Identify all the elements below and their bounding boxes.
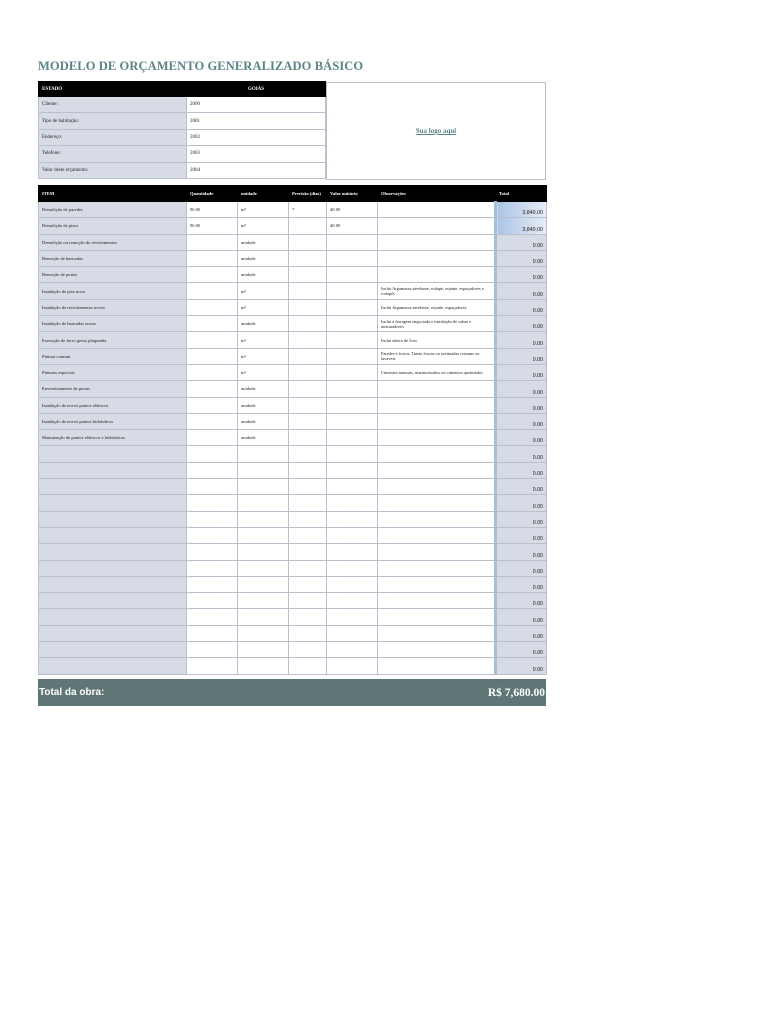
item-cell[interactable]: [39, 576, 187, 592]
days-cell[interactable]: [289, 234, 327, 250]
client-info-table: [38, 81, 326, 179]
unit-cell[interactable]: [238, 495, 289, 511]
column-header-days: Previsão (dias): [289, 186, 327, 202]
days-cell[interactable]: [289, 642, 327, 658]
days-cell[interactable]: 7: [289, 202, 327, 218]
unit-price-cell[interactable]: [327, 593, 378, 609]
item-cell[interactable]: Remoção de portas: [39, 267, 187, 283]
unit-cell[interactable]: unidade: [238, 250, 289, 266]
quantity-cell[interactable]: [187, 642, 238, 658]
info-label: Valor deste orçamento:: [39, 162, 187, 178]
total-cell: 0.00: [496, 576, 547, 592]
table-row: [39, 576, 547, 592]
days-cell[interactable]: [289, 495, 327, 511]
notes-cell[interactable]: [378, 560, 496, 576]
notes-cell[interactable]: [378, 576, 496, 592]
total-cell: 0.00: [496, 479, 547, 495]
logo-placeholder: [326, 82, 546, 180]
unit-price-cell[interactable]: [327, 642, 378, 658]
unit-price-cell[interactable]: [327, 348, 378, 364]
notes-cell[interactable]: [378, 446, 496, 462]
notes-cell[interactable]: [378, 593, 496, 609]
table-row: [39, 544, 547, 560]
days-cell[interactable]: [289, 250, 327, 266]
unit-cell[interactable]: unidade: [238, 430, 289, 446]
quantity-cell[interactable]: [187, 576, 238, 592]
unit-price-cell[interactable]: [327, 511, 378, 527]
days-cell[interactable]: [289, 446, 327, 462]
quantity-cell[interactable]: 96.00: [187, 202, 238, 218]
days-cell[interactable]: [289, 511, 327, 527]
info-row-address: [39, 129, 326, 145]
item-cell[interactable]: [39, 462, 187, 478]
total-cell: 0.00: [496, 446, 547, 462]
unit-price-cell[interactable]: [327, 283, 378, 299]
item-cell[interactable]: Instalação de novos pontos elétricos: [39, 397, 187, 413]
total-cell: 0.00: [496, 348, 547, 364]
info-label: Tipo de habitação:: [39, 113, 187, 129]
quantity-cell[interactable]: [187, 527, 238, 543]
grand-total-value: R$ 7,680.00: [487, 686, 545, 699]
total-cell: 3,840.00: [496, 218, 547, 234]
notes-cell[interactable]: [378, 413, 496, 429]
unit-cell[interactable]: unidade: [238, 413, 289, 429]
days-cell[interactable]: [289, 625, 327, 641]
notes-cell[interactable]: [378, 267, 496, 283]
notes-cell[interactable]: [378, 462, 496, 478]
item-cell[interactable]: Demolição ou remoção de revestimentos: [39, 234, 187, 250]
info-header-value[interactable]: GOIÁS: [187, 82, 326, 97]
total-cell: 0.00: [496, 560, 547, 576]
quantity-cell[interactable]: [187, 658, 238, 674]
column-header-unit: unidade: [238, 186, 289, 202]
quantity-cell[interactable]: [187, 495, 238, 511]
unit-price-cell[interactable]: [327, 430, 378, 446]
unit-cell[interactable]: [238, 625, 289, 641]
unit-cell[interactable]: m²: [238, 218, 289, 234]
notes-cell[interactable]: [378, 625, 496, 641]
info-row-housing-type: [39, 113, 326, 129]
days-cell[interactable]: [289, 560, 327, 576]
table-row: [39, 413, 547, 429]
days-cell[interactable]: [289, 413, 327, 429]
notes-cell[interactable]: [378, 234, 496, 250]
item-cell[interactable]: [39, 642, 187, 658]
days-cell[interactable]: [289, 267, 327, 283]
days-cell[interactable]: [289, 283, 327, 299]
address-field[interactable]: 2002: [187, 129, 326, 145]
quantity-cell[interactable]: [187, 446, 238, 462]
notes-cell[interactable]: Inclui a ferragem negociada e instalação de cubas e misturadores: [378, 316, 496, 332]
unit-price-cell[interactable]: [327, 316, 378, 332]
item-cell[interactable]: Envernizamento de portas: [39, 381, 187, 397]
info-row-budget-value: [39, 162, 326, 178]
unit-price-cell[interactable]: [327, 625, 378, 641]
quantity-cell[interactable]: [187, 283, 238, 299]
item-cell[interactable]: [39, 625, 187, 641]
unit-price-cell[interactable]: [327, 576, 378, 592]
item-cell[interactable]: Instalação de bancadas novas: [39, 316, 187, 332]
unit-price-cell[interactable]: [327, 527, 378, 543]
item-cell[interactable]: [39, 446, 187, 462]
unit-price-cell[interactable]: [327, 250, 378, 266]
unit-cell[interactable]: unidade: [238, 381, 289, 397]
table-row: [39, 609, 547, 625]
info-row-phone: [39, 146, 326, 162]
unit-price-cell[interactable]: [327, 544, 378, 560]
table-row: [39, 267, 547, 283]
total-cell: 0.00: [496, 430, 547, 446]
unit-cell[interactable]: [238, 593, 289, 609]
quantity-cell[interactable]: [187, 299, 238, 315]
item-cell[interactable]: Demolição de pisos: [39, 218, 187, 234]
quantity-cell[interactable]: [187, 462, 238, 478]
quantity-cell[interactable]: [187, 479, 238, 495]
days-cell[interactable]: [289, 332, 327, 348]
unit-price-cell[interactable]: 40.00: [327, 202, 378, 218]
item-cell[interactable]: Instalação de piso novo: [39, 283, 187, 299]
info-row-client: [39, 97, 326, 113]
quantity-cell[interactable]: [187, 430, 238, 446]
logo-link[interactable]: Sua logo aqui: [415, 127, 457, 135]
table-row: [39, 299, 547, 315]
unit-price-cell[interactable]: [327, 495, 378, 511]
days-cell[interactable]: [289, 658, 327, 674]
item-cell[interactable]: [39, 593, 187, 609]
unit-cell[interactable]: [238, 642, 289, 658]
days-cell[interactable]: [289, 576, 327, 592]
quantity-cell[interactable]: 96.00: [187, 218, 238, 234]
unit-cell[interactable]: [238, 658, 289, 674]
unit-price-cell[interactable]: [327, 332, 378, 348]
table-row: [39, 234, 547, 250]
total-cell: 0.00: [496, 495, 547, 511]
info-label: Endereço:: [39, 129, 187, 145]
total-cell: 0.00: [496, 381, 547, 397]
unit-cell[interactable]: [238, 560, 289, 576]
quantity-cell[interactable]: [187, 348, 238, 364]
days-cell[interactable]: [289, 397, 327, 413]
quantity-cell[interactable]: [187, 316, 238, 332]
notes-cell[interactable]: [378, 658, 496, 674]
unit-price-cell[interactable]: [327, 234, 378, 250]
unit-price-cell[interactable]: [327, 658, 378, 674]
unit-cell[interactable]: unidade: [238, 234, 289, 250]
quantity-cell[interactable]: [187, 381, 238, 397]
item-cell[interactable]: [39, 658, 187, 674]
column-header-total: Total: [496, 186, 547, 202]
table-row: [39, 202, 547, 218]
table-row: [39, 625, 547, 641]
total-cell: 0.00: [496, 462, 547, 478]
quantity-cell[interactable]: [187, 560, 238, 576]
unit-cell[interactable]: [238, 576, 289, 592]
total-cell: 0.00: [496, 250, 547, 266]
unit-price-cell[interactable]: [327, 560, 378, 576]
unit-cell[interactable]: [238, 527, 289, 543]
quantity-cell[interactable]: [187, 511, 238, 527]
unit-cell[interactable]: unidade: [238, 397, 289, 413]
unit-price-cell[interactable]: [327, 479, 378, 495]
unit-cell[interactable]: [238, 609, 289, 625]
quantity-cell[interactable]: [187, 625, 238, 641]
unit-cell[interactable]: m²: [238, 348, 289, 364]
item-cell[interactable]: Pintura comum: [39, 348, 187, 364]
item-cell[interactable]: [39, 560, 187, 576]
notes-cell[interactable]: Paredes e forros. Tintas foscas ou acetinadas comuns ou lavaveis: [378, 348, 496, 364]
total-cell: 0.00: [496, 625, 547, 641]
budget-value-field[interactable]: 2004: [187, 162, 326, 178]
item-cell[interactable]: Execução de forro gesso plaquinha: [39, 332, 187, 348]
total-cell: 0.00: [496, 316, 547, 332]
page-title: MODELO DE ORÇAMENTO GENERALIZADO BÁSICO: [38, 59, 364, 73]
notes-cell[interactable]: [378, 430, 496, 446]
unit-cell[interactable]: [238, 446, 289, 462]
total-cell: 0.00: [496, 332, 547, 348]
quantity-cell[interactable]: [187, 593, 238, 609]
days-cell[interactable]: [289, 316, 327, 332]
info-label: Cliente:: [39, 97, 187, 113]
total-cell: 0.00: [496, 593, 547, 609]
total-cell: 0.00: [496, 234, 547, 250]
quantity-cell[interactable]: [187, 267, 238, 283]
notes-cell[interactable]: Inclui Argamassa nivelante, rejunte, espaçadores: [378, 299, 496, 315]
quantity-cell[interactable]: [187, 609, 238, 625]
column-header-quantity: Quantidade: [187, 186, 238, 202]
table-row: [39, 218, 547, 234]
table-row: [39, 348, 547, 364]
unit-price-cell[interactable]: [327, 413, 378, 429]
days-cell[interactable]: [289, 479, 327, 495]
table-row: [39, 527, 547, 543]
days-cell[interactable]: [289, 218, 327, 234]
total-cell: 0.00: [496, 364, 547, 380]
notes-cell[interactable]: [378, 202, 496, 218]
unit-price-cell[interactable]: 40.00: [327, 218, 378, 234]
table-header-row: [39, 186, 547, 202]
unit-cell[interactable]: m²: [238, 283, 289, 299]
unit-cell[interactable]: [238, 511, 289, 527]
unit-price-cell[interactable]: [327, 299, 378, 315]
table-row: [39, 430, 547, 446]
total-cell: 3,840.00: [496, 202, 547, 218]
quantity-cell[interactable]: [187, 397, 238, 413]
phone-field[interactable]: 2003: [187, 146, 326, 162]
quantity-cell[interactable]: [187, 364, 238, 380]
unit-price-cell[interactable]: [327, 462, 378, 478]
notes-cell[interactable]: [378, 381, 496, 397]
total-cell: 0.00: [496, 413, 547, 429]
table-row: [39, 381, 547, 397]
unit-cell[interactable]: unidade: [238, 267, 289, 283]
table-row: [39, 316, 547, 332]
days-cell[interactable]: [289, 527, 327, 543]
info-header-label: ESTADO: [39, 82, 187, 97]
grand-total-bar: [38, 679, 546, 706]
unit-cell[interactable]: m²: [238, 299, 289, 315]
notes-cell[interactable]: Inclui Argamassa nivelante, rodapé, rejunte, espaçadores e rodapés: [378, 283, 496, 299]
total-cell: 0.00: [496, 397, 547, 413]
table-row: [39, 479, 547, 495]
unit-cell[interactable]: [238, 462, 289, 478]
item-cell[interactable]: Pinturas especiais: [39, 364, 187, 380]
item-cell[interactable]: [39, 511, 187, 527]
quantity-cell[interactable]: [187, 413, 238, 429]
table-row: [39, 332, 547, 348]
days-cell[interactable]: [289, 381, 327, 397]
notes-cell[interactable]: [378, 397, 496, 413]
unit-price-cell[interactable]: [327, 397, 378, 413]
notes-cell[interactable]: [378, 218, 496, 234]
unit-cell[interactable]: [238, 479, 289, 495]
table-row: [39, 511, 547, 527]
unit-price-cell[interactable]: [327, 364, 378, 380]
days-cell[interactable]: [289, 348, 327, 364]
days-cell[interactable]: [289, 364, 327, 380]
total-cell: 0.00: [496, 283, 547, 299]
grand-total-label: Total da obra:: [39, 687, 105, 698]
unit-cell[interactable]: m²: [238, 364, 289, 380]
table-row: [39, 397, 547, 413]
item-cell[interactable]: [39, 479, 187, 495]
unit-cell[interactable]: [238, 544, 289, 560]
table-row: [39, 560, 547, 576]
table-row: [39, 462, 547, 478]
item-cell[interactable]: Instalação de novos pontos hidráulicos: [39, 413, 187, 429]
column-header-notes: Observações: [378, 186, 496, 202]
total-cell: 0.00: [496, 511, 547, 527]
table-row: [39, 495, 547, 511]
days-cell[interactable]: [289, 544, 327, 560]
table-row: [39, 642, 547, 658]
table-row: [39, 658, 547, 674]
table-row: [39, 250, 547, 266]
days-cell[interactable]: [289, 609, 327, 625]
unit-cell[interactable]: m²: [238, 332, 289, 348]
notes-cell[interactable]: [378, 250, 496, 266]
days-cell[interactable]: [289, 462, 327, 478]
days-cell[interactable]: [289, 299, 327, 315]
budget-items-table: [38, 185, 547, 675]
item-cell[interactable]: Remoção de bancadas: [39, 250, 187, 266]
notes-cell[interactable]: [378, 511, 496, 527]
unit-price-cell[interactable]: [327, 609, 378, 625]
total-cell: 0.00: [496, 609, 547, 625]
total-cell: 0.00: [496, 267, 547, 283]
notes-cell[interactable]: [378, 642, 496, 658]
total-cell: 0.00: [496, 544, 547, 560]
notes-cell[interactable]: [378, 495, 496, 511]
notes-cell[interactable]: Cimentos naturais, marmorizados ou cimentos queimados: [378, 364, 496, 380]
table-row: [39, 364, 547, 380]
item-cell[interactable]: Instalação de revestimentos novos: [39, 299, 187, 315]
quantity-cell[interactable]: [187, 250, 238, 266]
item-cell[interactable]: [39, 609, 187, 625]
unit-price-cell[interactable]: [327, 381, 378, 397]
item-cell[interactable]: [39, 495, 187, 511]
total-cell: 0.00: [496, 658, 547, 674]
table-row: [39, 593, 547, 609]
table-row: [39, 446, 547, 462]
notes-cell[interactable]: [378, 479, 496, 495]
days-cell[interactable]: [289, 593, 327, 609]
quantity-cell[interactable]: [187, 544, 238, 560]
client-field[interactable]: 2000: [187, 97, 326, 113]
item-cell[interactable]: [39, 544, 187, 560]
quantity-cell[interactable]: [187, 234, 238, 250]
total-cell: 0.00: [496, 642, 547, 658]
item-cell[interactable]: [39, 527, 187, 543]
total-cell: 0.00: [496, 299, 547, 315]
column-header-item: ITEM: [39, 186, 187, 202]
info-header-row: [39, 82, 326, 97]
unit-price-cell[interactable]: [327, 267, 378, 283]
info-label: Telefone:: [39, 146, 187, 162]
total-cell: 0.00: [496, 527, 547, 543]
unit-cell[interactable]: m²: [238, 202, 289, 218]
column-header-unit-price: Valor unitário: [327, 186, 378, 202]
unit-cell[interactable]: unidade: [238, 316, 289, 332]
notes-cell[interactable]: [378, 527, 496, 543]
item-cell[interactable]: Demolição de paredes: [39, 202, 187, 218]
notes-cell[interactable]: Inclui tabica de 5cm: [378, 332, 496, 348]
days-cell[interactable]: [289, 430, 327, 446]
item-cell[interactable]: Manutenção de pontos elétricos e hidráulicos: [39, 430, 187, 446]
notes-cell[interactable]: [378, 609, 496, 625]
notes-cell[interactable]: [378, 544, 496, 560]
table-row: [39, 283, 547, 299]
unit-price-cell[interactable]: [327, 446, 378, 462]
housing-type-field[interactable]: 2001: [187, 113, 326, 129]
quantity-cell[interactable]: [187, 332, 238, 348]
